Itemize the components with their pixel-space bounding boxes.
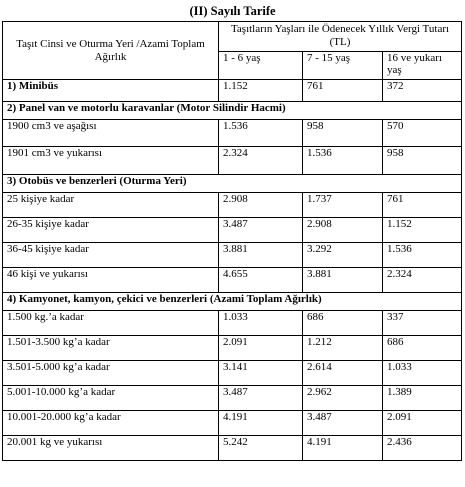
cell-value: 1.152 [219,80,303,102]
section-title: 4) Kamyonet, kamyon, çekici ve benzerleri (Azami Toplam Ağırlık) [3,293,462,311]
table-row [3,268,462,293]
header-age-2: 7 - 15 yaş [303,52,383,80]
row-label: 25 kişiye kadar [3,193,219,218]
cell-value: 686 [303,311,383,336]
cell-value: 686 [383,336,462,361]
cell-value: 3.881 [303,268,383,293]
table-row [3,411,462,436]
header-tax-amount: Taşıtların Yaşları ile Ödenecek Yıllık Vergi Tutarı (TL) [219,22,462,52]
table-row [3,243,462,268]
cell-value: 958 [383,147,462,175]
cell-value: 1.536 [303,147,383,175]
cell-value: 1.212 [303,336,383,361]
cell-value: 1.536 [383,243,462,268]
table-row [3,336,462,361]
row-label: 1.501-3.500 kg’a kadar [3,336,219,361]
cell-value: 3.487 [219,386,303,411]
cell-value: 2.908 [219,193,303,218]
cell-value: 2.091 [383,411,462,436]
cell-value: 3.487 [219,218,303,243]
cell-value: 4.655 [219,268,303,293]
cell-value: 4.191 [219,411,303,436]
table-row [3,436,462,461]
table-row [3,311,462,336]
cell-value: 3.881 [219,243,303,268]
cell-value: 1.536 [219,120,303,147]
cell-value: 2.324 [383,268,462,293]
table-row [3,120,462,147]
row-label: 1901 cm3 ve yukarısı [3,147,219,175]
section-title: 3) Otobüs ve benzerleri (Oturma Yeri) [3,175,462,193]
cell-value: 2.324 [219,147,303,175]
header-age-1: 1 - 6 yaş [219,52,303,80]
cell-value: 2.908 [303,218,383,243]
table-row [3,193,462,218]
row-label: 46 kişi ve yukarısı [3,268,219,293]
row-label: 26-35 kişiye kadar [3,218,219,243]
table-row [3,80,462,102]
tax-tariff-table [2,21,462,461]
section-title: 2) Panel van ve motorlu karavanlar (Motor Silindir Hacmi) [3,102,462,120]
cell-value: 337 [383,311,462,336]
row-label: 5.001-10.000 kg’a kadar [3,386,219,411]
table-row [3,386,462,411]
table-title: (II) Sayılı Tarife [189,4,276,18]
cell-value: 2.436 [383,436,462,461]
cell-value: 570 [383,120,462,147]
row-label: 1.500 kg.’a kadar [3,311,219,336]
header-age-3: 16 ve yukarı yaş [383,52,462,80]
cell-value: 2.614 [303,361,383,386]
cell-value: 761 [383,193,462,218]
cell-value: 1.033 [383,361,462,386]
cell-value: 1.737 [303,193,383,218]
cell-value: 1.033 [219,311,303,336]
section-header-row [3,102,462,120]
cell-value: 3.141 [219,361,303,386]
section-header-row [3,175,462,193]
row-label: 1900 cm3 ve aşağısı [3,120,219,147]
table-row [3,361,462,386]
cell-value: 2.091 [219,336,303,361]
cell-value: 761 [303,80,383,102]
row-label: 3.501-5.000 kg’a kadar [3,361,219,386]
row-label: 20.001 kg ve yukarısı [3,436,219,461]
header-vehicle-type: Taşıt Cinsi ve Oturma Yeri /Azami Toplam Ağırlık [3,22,219,80]
cell-value: 958 [303,120,383,147]
cell-value: 4.191 [303,436,383,461]
cell-value: 3.487 [303,411,383,436]
cell-value: 2.962 [303,386,383,411]
table-row [3,147,462,175]
section-header-row [3,293,462,311]
table-row [3,218,462,243]
row-label: 10.001-20.000 kg’a kadar [3,411,219,436]
row-label: 36-45 kişiye kadar [3,243,219,268]
section-title: 1) Minibüs [3,80,219,102]
cell-value: 1.389 [383,386,462,411]
cell-value: 372 [383,80,462,102]
cell-value: 5.242 [219,436,303,461]
cell-value: 3.292 [303,243,383,268]
cell-value: 1.152 [383,218,462,243]
